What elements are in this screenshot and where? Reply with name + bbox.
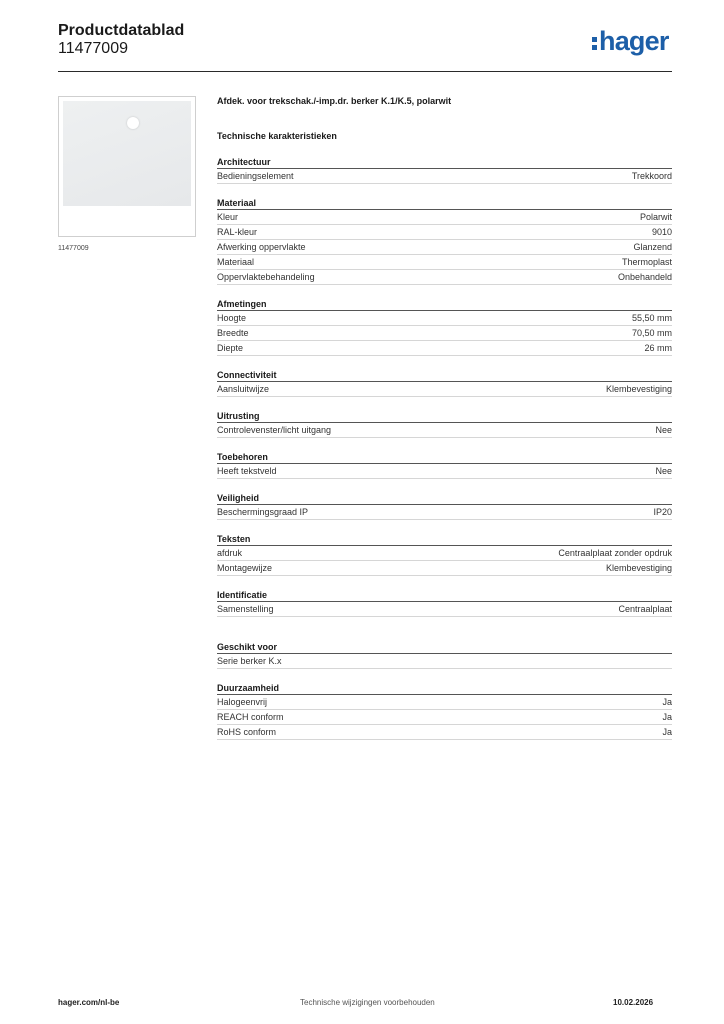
section-title: Afmetingen bbox=[217, 298, 672, 311]
spec-section bbox=[217, 298, 672, 356]
footer-disclaimer: Technische wijzigingen voorbehouden bbox=[300, 998, 435, 1007]
header-divider bbox=[58, 71, 672, 72]
spec-label: Oppervlaktebehandeling bbox=[217, 272, 315, 282]
spec-label: Heeft tekstveld bbox=[217, 466, 277, 476]
cord-hole bbox=[127, 117, 139, 129]
spec-row bbox=[217, 341, 672, 356]
product-image bbox=[58, 96, 196, 237]
spec-sections bbox=[217, 156, 672, 740]
spec-label: Kleur bbox=[217, 212, 239, 222]
logo-dots-icon bbox=[592, 33, 597, 51]
section-title: Duurzaamheid bbox=[217, 682, 672, 695]
product-specs bbox=[217, 94, 672, 740]
spec-label: Hoogte bbox=[217, 313, 247, 323]
section-title: Toebehoren bbox=[217, 451, 672, 464]
spec-label: afdruk bbox=[217, 548, 243, 558]
spec-section bbox=[217, 451, 672, 479]
product-image-caption: 11477009 bbox=[58, 245, 89, 252]
spec-label: Samenstelling bbox=[217, 604, 274, 614]
spec-section bbox=[217, 197, 672, 285]
spec-label: RoHS conform bbox=[217, 727, 277, 737]
spec-section bbox=[217, 589, 672, 617]
section-title: Identificatie bbox=[217, 589, 672, 602]
spec-row bbox=[217, 710, 672, 725]
spec-row bbox=[217, 561, 672, 576]
section-title: Teksten bbox=[217, 533, 672, 546]
spec-section bbox=[217, 156, 672, 184]
spec-label: Bedieningselement bbox=[217, 171, 294, 181]
spec-row bbox=[217, 505, 672, 520]
section-title: Connectiviteit bbox=[217, 369, 672, 382]
footer-website: hager.com/nl-be bbox=[58, 998, 120, 1007]
spec-row bbox=[217, 240, 672, 255]
spec-label: Materiaal bbox=[217, 257, 255, 267]
spec-row bbox=[217, 695, 672, 710]
spec-row bbox=[217, 326, 672, 341]
section-title: Uitrusting bbox=[217, 410, 672, 423]
spec-label: Serie berker K.x bbox=[217, 656, 282, 666]
spec-value: Ja bbox=[662, 727, 672, 737]
spec-label: Breedte bbox=[217, 328, 249, 338]
spec-row bbox=[217, 225, 672, 240]
section-title: Veiligheid bbox=[217, 492, 672, 505]
hager-logo bbox=[592, 26, 669, 56]
spec-value: Trekkoord bbox=[631, 171, 672, 181]
spec-value: Klembevestiging bbox=[605, 563, 672, 573]
spec-label: Montagewijze bbox=[217, 563, 273, 573]
spec-value: Centraalplaat bbox=[618, 604, 672, 614]
spec-section bbox=[217, 641, 672, 669]
spec-row bbox=[217, 602, 672, 617]
spec-row bbox=[217, 423, 672, 438]
spec-row bbox=[217, 464, 672, 479]
spec-label: Beschermingsgraad IP bbox=[217, 507, 309, 517]
spec-value: Centraalplaat zonder opdruk bbox=[558, 548, 672, 558]
spec-label: REACH conform bbox=[217, 712, 284, 722]
spec-label: Controlevenster/licht uitgang bbox=[217, 425, 332, 435]
document-number: 11477009 bbox=[58, 40, 128, 57]
section-title: Architectuur bbox=[217, 156, 672, 169]
spec-value: Nee bbox=[655, 466, 672, 476]
spec-value: Klembevestiging bbox=[605, 384, 672, 394]
spec-value: 9010 bbox=[651, 227, 672, 237]
logo-text: hager bbox=[599, 26, 669, 56]
product-title: Afdek. voor trekschak./-imp.dr. berker K.1/K.5, polarwit bbox=[217, 96, 452, 106]
spec-value: Ja bbox=[662, 712, 672, 722]
spec-value: IP20 bbox=[653, 507, 672, 517]
spec-row bbox=[217, 270, 672, 285]
spec-row bbox=[217, 382, 672, 397]
spec-label: Aansluitwijze bbox=[217, 384, 270, 394]
spec-value: 70,50 mm bbox=[631, 328, 672, 338]
spec-section bbox=[217, 410, 672, 438]
spec-row bbox=[217, 210, 672, 225]
document-title: Productdatablad bbox=[58, 22, 185, 39]
spec-row bbox=[217, 546, 672, 561]
spec-value: Glanzend bbox=[633, 242, 672, 252]
spec-label: Halogeenvrij bbox=[217, 697, 268, 707]
section-title: Materiaal bbox=[217, 197, 672, 210]
spec-label: Diepte bbox=[217, 343, 244, 353]
spec-row bbox=[217, 169, 672, 184]
spec-value: Onbehandeld bbox=[617, 272, 672, 282]
spec-section bbox=[217, 369, 672, 397]
spec-value: Polarwit bbox=[639, 212, 672, 222]
spec-row bbox=[217, 725, 672, 740]
spec-label: RAL-kleur bbox=[217, 227, 258, 237]
spec-row bbox=[217, 311, 672, 326]
spec-value: 26 mm bbox=[644, 343, 672, 353]
spec-row bbox=[217, 255, 672, 270]
spec-section bbox=[217, 682, 672, 740]
spec-section bbox=[217, 533, 672, 576]
spec-value: 55,50 mm bbox=[631, 313, 672, 323]
spec-value: Ja bbox=[662, 697, 672, 707]
spec-row bbox=[217, 654, 672, 669]
cover-plate-picture bbox=[63, 101, 191, 206]
spec-value: Nee bbox=[655, 425, 672, 435]
spec-value: Thermoplast bbox=[621, 257, 672, 267]
spec-section bbox=[217, 492, 672, 520]
footer-date: 10.02.2026 bbox=[613, 998, 654, 1007]
section-title: Geschikt voor bbox=[217, 641, 672, 654]
spec-label: Afwerking oppervlakte bbox=[217, 242, 306, 252]
tech-heading: Technische karakteristieken bbox=[217, 131, 337, 141]
